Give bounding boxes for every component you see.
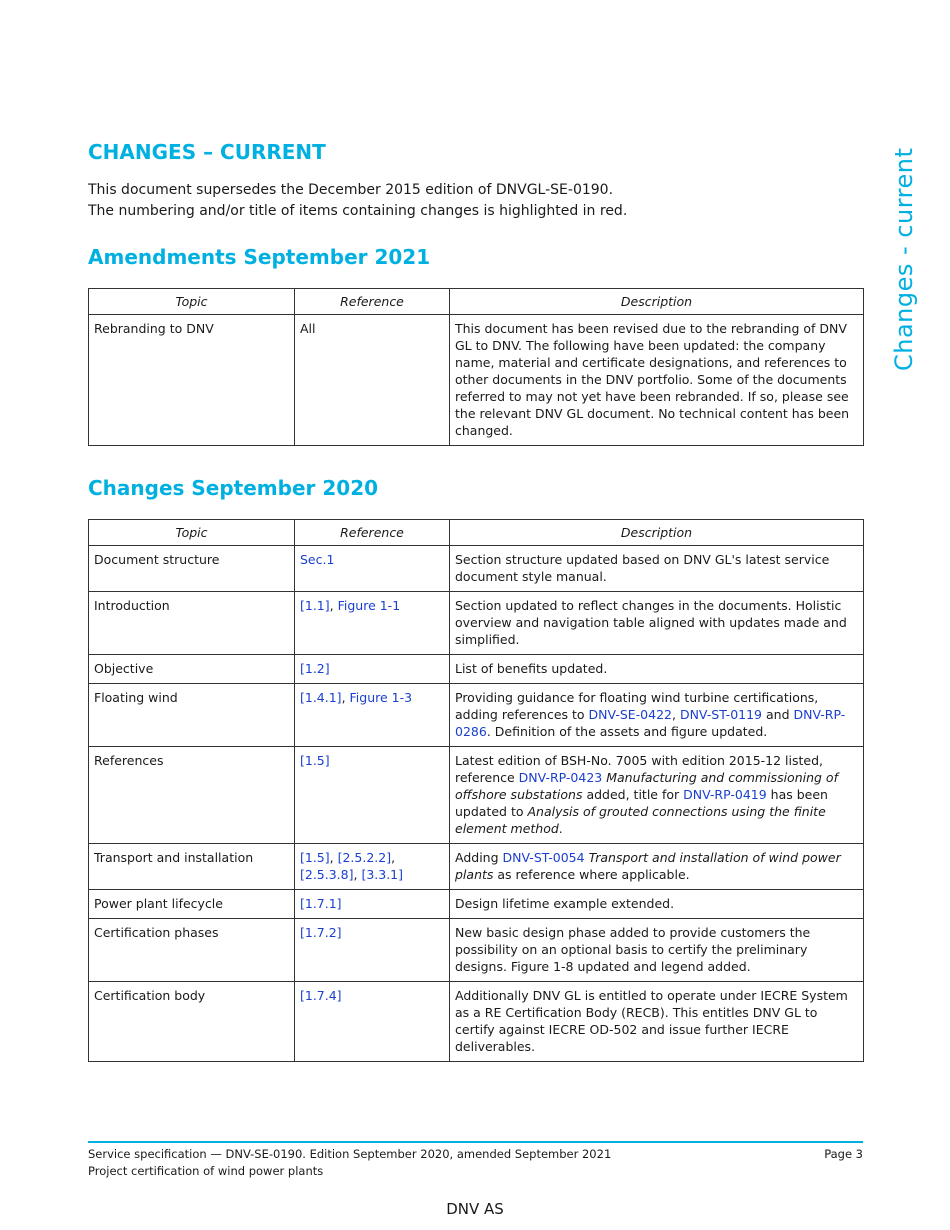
header-reference: Reference xyxy=(295,520,450,546)
header-topic: Topic xyxy=(89,520,295,546)
text-segment: , xyxy=(341,690,350,705)
company-name: DNV AS xyxy=(446,1200,504,1218)
cell-topic: Document structure xyxy=(89,546,295,592)
cell-reference xyxy=(295,546,450,592)
text-segment: , xyxy=(329,598,338,613)
cell-topic: Rebranding to DNV xyxy=(89,315,295,446)
footer-divider xyxy=(88,1141,863,1143)
text-segment: List of benefits updated. xyxy=(455,661,608,676)
header-description: Description xyxy=(450,520,864,546)
page-title: CHANGES – CURRENT xyxy=(88,140,326,164)
reference-link[interactable]: [1.4.1] xyxy=(300,690,342,705)
cell-topic: Introduction xyxy=(89,592,295,655)
text-segment: Latest edition of BSH-No. 7005 with edition 2015-12 listed, reference xyxy=(455,753,824,785)
reference-link[interactable]: DNV-RP-0423 xyxy=(518,770,603,785)
text-segment: , xyxy=(329,850,338,865)
reference-link[interactable]: [1.7.4] xyxy=(300,988,342,1003)
text-segment: . xyxy=(558,821,563,836)
intro-line: This document supersedes the December 2015 edition of DNVGL-SE-0190. xyxy=(88,182,614,198)
cell-reference xyxy=(295,844,450,890)
text-segment: as reference where applicable. xyxy=(493,867,690,882)
reference-link[interactable]: [1.7.1] xyxy=(300,896,342,911)
table-header-row xyxy=(89,289,864,315)
footer-line-1 xyxy=(88,1146,863,1162)
table-row xyxy=(89,844,864,890)
text-segment: added, title for xyxy=(582,787,684,802)
table-row xyxy=(89,546,864,592)
reference-link[interactable]: Sec.1 xyxy=(300,552,335,567)
cell-description xyxy=(450,684,864,747)
text-segment: , xyxy=(391,850,396,865)
side-tab-label: Changes - current xyxy=(890,147,918,371)
cell-reference xyxy=(295,747,450,844)
cell-description: This document has been revised due to the rebranding of DNV GL to DNV. The following have been updated: the company name, material and certificate designations, and references to other documents in the DNV portfolio. Some of the documents referred to may not yet have been rebranded. If so, please see the relevant DNV GL document. No technical content has been changed. xyxy=(450,315,864,446)
cell-topic: Power plant lifecycle xyxy=(89,890,295,919)
cell-topic: References xyxy=(89,747,295,844)
reference-link[interactable]: [3.3.1] xyxy=(361,867,404,882)
table-row xyxy=(89,890,864,919)
italic-text: Manufacturing and commissioning of offshore substations xyxy=(455,770,838,802)
intro-text xyxy=(88,180,627,222)
reference-link[interactable]: [1.7.2] xyxy=(300,925,342,940)
reference-link[interactable]: Figure 1-3 xyxy=(349,690,413,705)
table-header-row xyxy=(89,520,864,546)
text-segment: Section structure updated based on DNV GL's latest service document style manual. xyxy=(455,552,830,584)
text-segment: . Definition of the assets and figure updated. xyxy=(486,724,768,739)
cell-reference xyxy=(295,592,450,655)
changes-heading: Changes September 2020 xyxy=(88,476,379,500)
text-segment: Providing guidance for floating wind turbine certifications, adding references to xyxy=(455,690,819,722)
reference-link[interactable]: DNV-ST-0119 xyxy=(679,707,763,722)
reference-link[interactable]: DNV-SE-0422 xyxy=(588,707,672,722)
text-segment: Section updated to reflect changes in the documents. Holistic overview and navigation table aligned with updates made and simplified. xyxy=(455,598,847,647)
table-row xyxy=(89,747,864,844)
reference-link[interactable]: [1.2] xyxy=(300,661,330,676)
italic-text: Analysis of grouted connections using the finite element method xyxy=(455,804,826,836)
cell-description xyxy=(450,890,864,919)
table-row xyxy=(89,592,864,655)
footer-line-2: Project certification of wind power plants xyxy=(88,1164,324,1178)
intro-line: The numbering and/or title of items containing changes is highlighted in red. xyxy=(88,203,628,219)
footer-document-title: Service specification — DNV-SE-0190. Edition September 2020, amended September 2021 xyxy=(88,1147,612,1161)
cell-topic: Floating wind xyxy=(89,684,295,747)
table-row xyxy=(89,655,864,684)
header-topic: Topic xyxy=(89,289,295,315)
text-segment: , xyxy=(353,867,362,882)
text-segment: , xyxy=(672,707,680,722)
reference-link[interactable]: Figure 1-1 xyxy=(337,598,401,613)
cell-topic: Certification body xyxy=(89,982,295,1062)
amendments-heading: Amendments September 2021 xyxy=(88,245,431,269)
cell-reference xyxy=(295,982,450,1062)
reference-link[interactable]: DNV-ST-0054 xyxy=(502,850,585,865)
text-segment: Additionally DNV GL is entitled to operate under IECRE System as a RE Certification Body (RECB). This entitles DNV GL to certify against IECRE OD-502 and issue further IECRE deliverables. xyxy=(455,988,848,1054)
text-segment: New basic design phase added to provide customers the possibility on an optional basis to certify the preliminary designs. Figure 1-8 updated and legend added. xyxy=(455,925,811,974)
cell-description xyxy=(450,655,864,684)
cell-reference xyxy=(295,919,450,982)
reference-link[interactable]: [2.5.3.8] xyxy=(300,867,354,882)
reference-link[interactable]: [2.5.2.2] xyxy=(337,850,392,865)
table-row xyxy=(89,315,864,446)
table-row xyxy=(89,919,864,982)
cell-reference xyxy=(295,655,450,684)
amendments-table xyxy=(88,288,864,446)
reference-link[interactable]: [1.5] xyxy=(300,753,330,768)
cell-reference xyxy=(295,684,450,747)
reference-link[interactable]: [1.5] xyxy=(300,850,330,865)
reference-link[interactable]: [1.1] xyxy=(300,598,330,613)
cell-topic: Transport and installation xyxy=(89,844,295,890)
cell-reference xyxy=(295,890,450,919)
cell-reference: All xyxy=(295,315,450,446)
cell-description xyxy=(450,747,864,844)
text-segment: and xyxy=(762,707,794,722)
header-description: Description xyxy=(450,289,864,315)
reference-link[interactable]: DNV-RP-0286 xyxy=(455,707,846,739)
text-segment: has been updated to xyxy=(455,787,828,819)
header-reference: Reference xyxy=(295,289,450,315)
reference-link[interactable]: DNV-RP-0419 xyxy=(683,787,767,802)
cell-description xyxy=(450,844,864,890)
cell-topic: Objective xyxy=(89,655,295,684)
text-segment: Design lifetime example extended. xyxy=(455,896,675,911)
italic-text: Transport and installation of wind power plants xyxy=(455,850,841,882)
table-row xyxy=(89,684,864,747)
table-row xyxy=(89,982,864,1062)
cell-description xyxy=(450,982,864,1062)
cell-description xyxy=(450,592,864,655)
cell-description xyxy=(450,546,864,592)
changes-table-body xyxy=(89,546,864,1062)
cell-topic: Certification phases xyxy=(89,919,295,982)
text-segment: Adding xyxy=(455,850,503,865)
cell-description xyxy=(450,919,864,982)
changes-table xyxy=(88,519,864,1062)
footer-page-number: Page 3 xyxy=(824,1147,863,1161)
